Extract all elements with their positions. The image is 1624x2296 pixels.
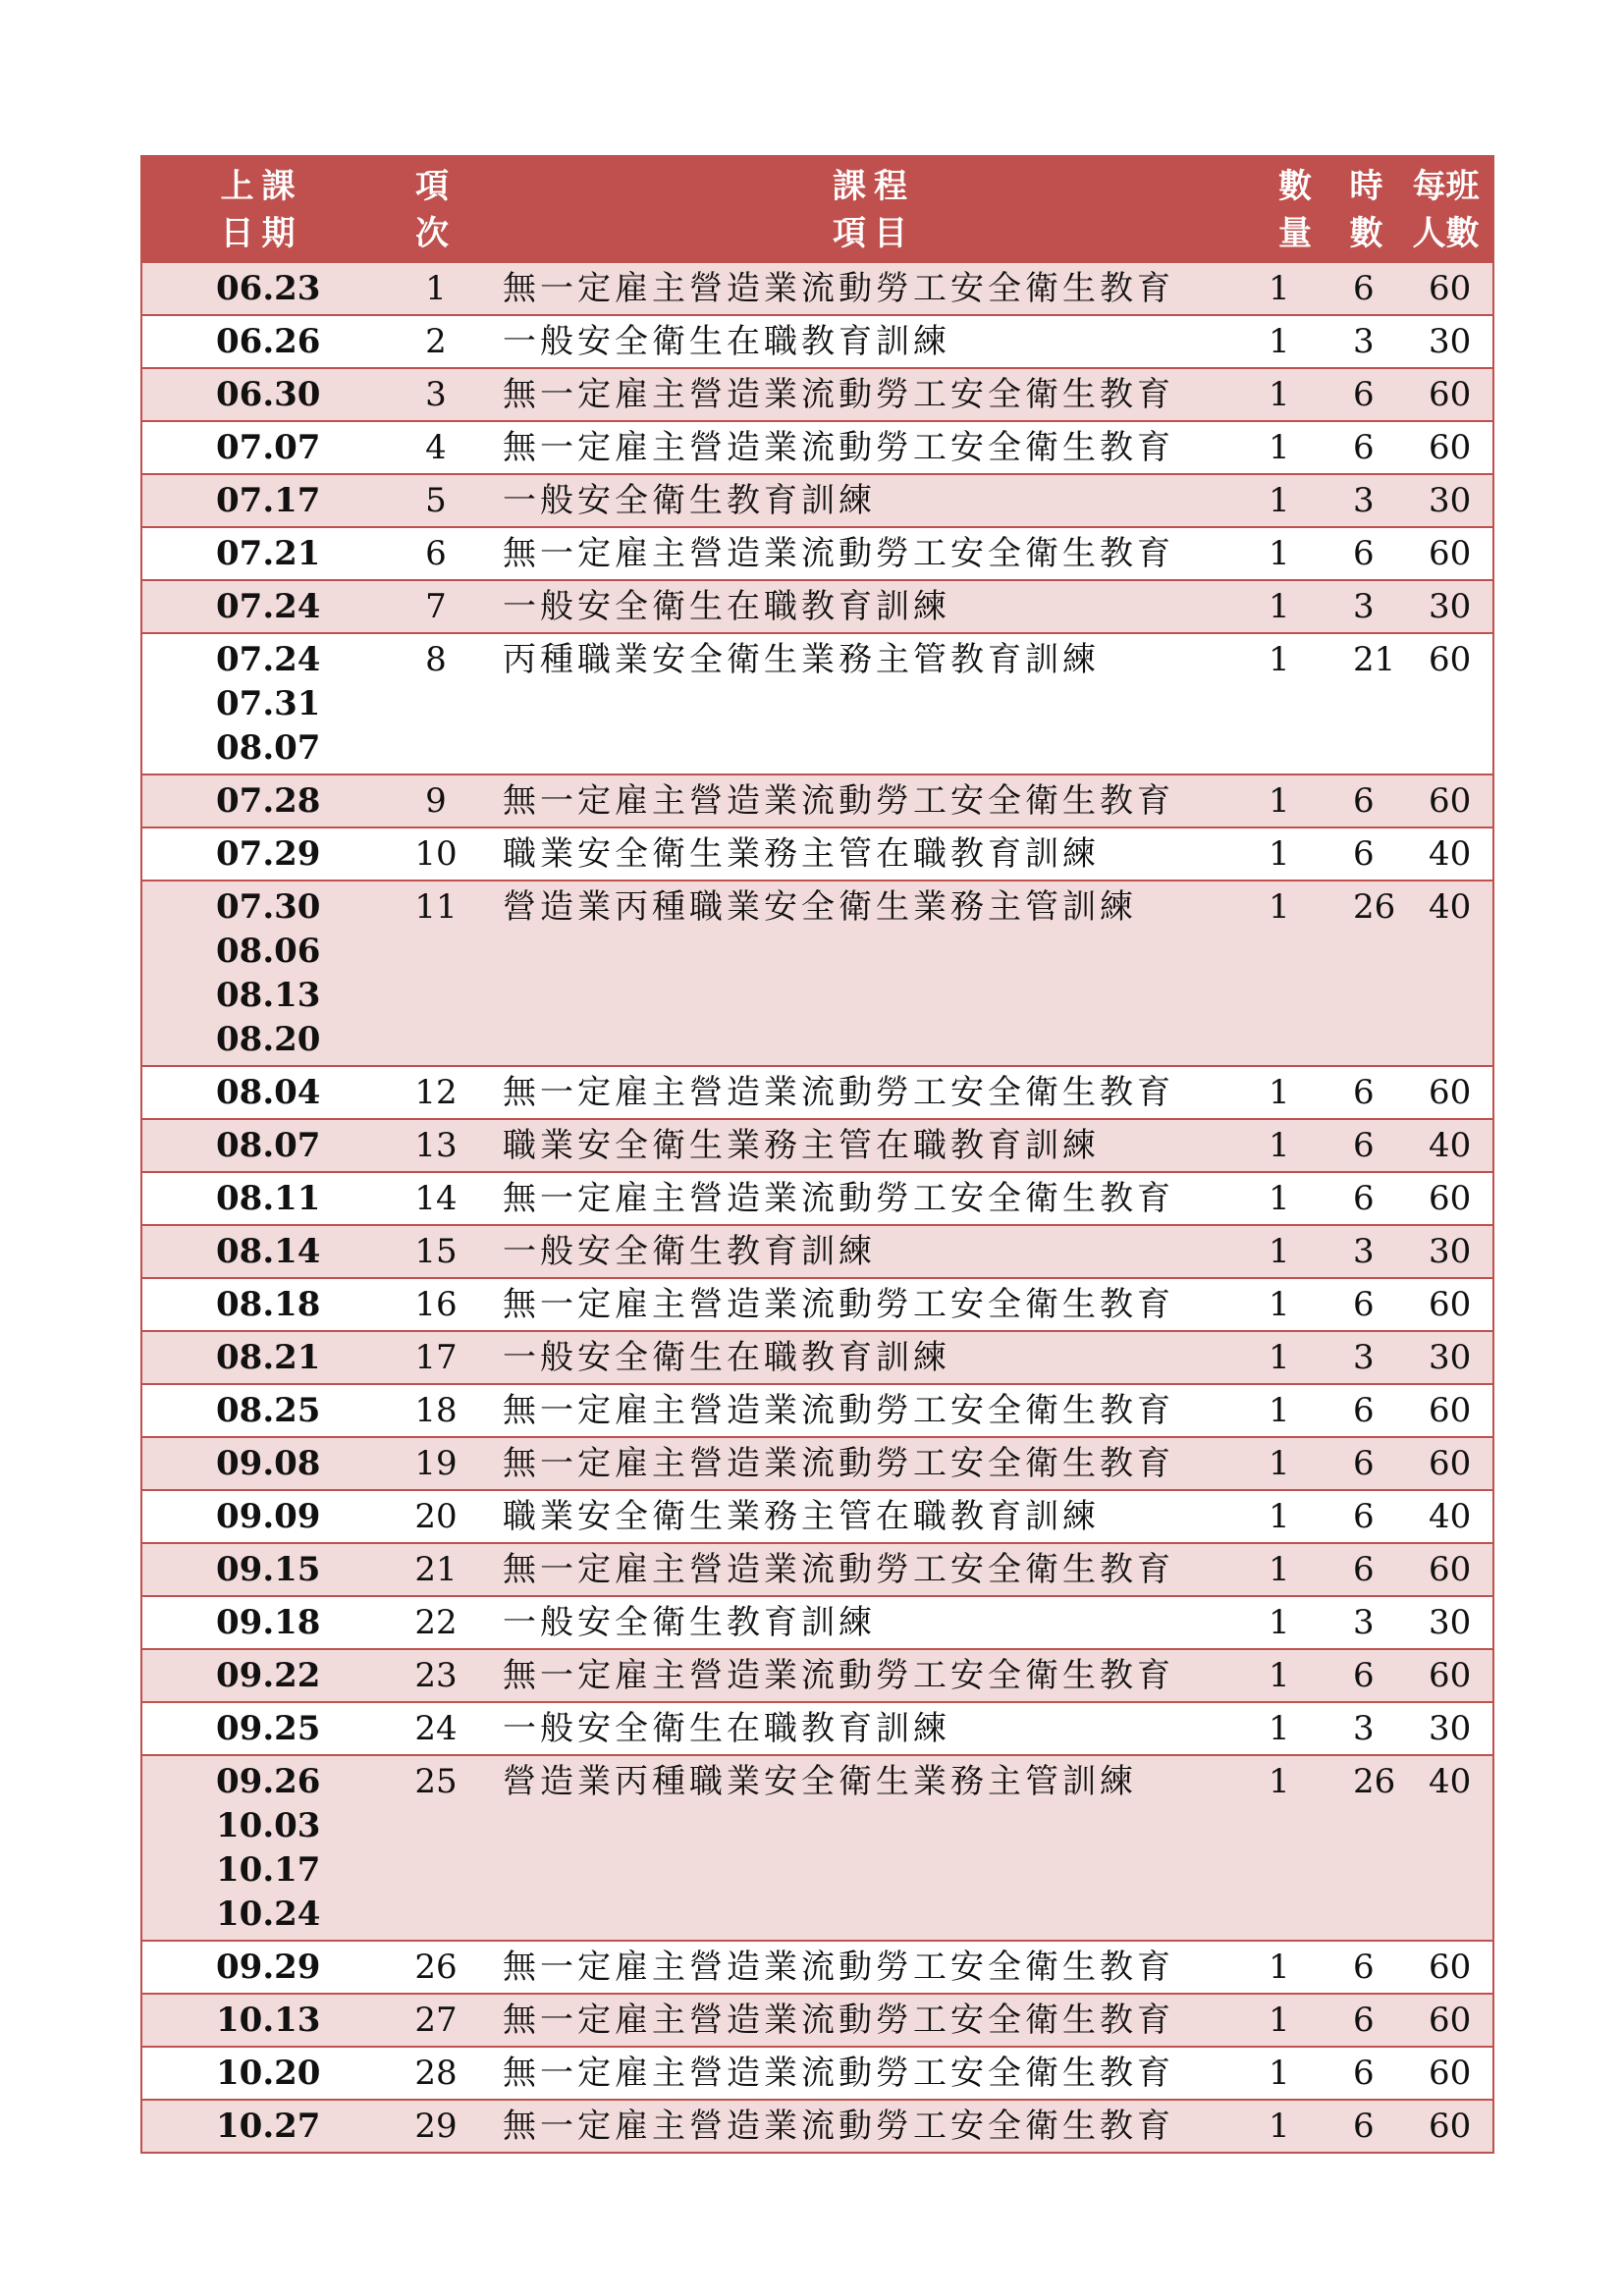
table-row: [141, 1437, 1493, 1490]
cell-item-number: 17: [381, 1331, 491, 1384]
cell-quantity: 1: [1257, 1172, 1333, 1225]
cell-date: [141, 1225, 381, 1278]
table-row: [141, 1066, 1493, 1119]
cell-hours: 6: [1333, 1649, 1399, 1702]
cell-item-number: 10: [381, 828, 491, 881]
date-value: 08.13: [216, 976, 321, 1015]
cell-quantity: 1: [1257, 1066, 1333, 1119]
table-row: [141, 828, 1493, 881]
cell-item-number: 25: [381, 1755, 491, 1941]
date-value: 07.17: [216, 481, 321, 520]
table-row: [141, 1994, 1493, 2047]
cell-hours: 3: [1333, 1702, 1399, 1755]
cell-quantity: 1: [1257, 580, 1333, 633]
cell-course-name: 職業安全衛生業務主管在職教育訓練: [491, 828, 1257, 881]
cell-course-name: 無一定雇主營造業流動勞工安全衛生教育: [491, 1066, 1257, 1119]
date-value: 09.25: [216, 1709, 321, 1748]
date-value: 08.20: [216, 1020, 321, 1059]
cell-item-number: 22: [381, 1596, 491, 1649]
header-qty: [1257, 156, 1333, 262]
table-row: [141, 881, 1493, 1066]
cell-date: [141, 881, 381, 1066]
cell-class-size: 60: [1399, 421, 1493, 474]
cell-quantity: 1: [1257, 474, 1333, 527]
cell-course-name: 一般安全衛生教育訓練: [491, 1596, 1257, 1649]
cell-hours: 6: [1333, 368, 1399, 421]
cell-item-number: 4: [381, 421, 491, 474]
date-value: 07.07: [216, 428, 321, 467]
date-value: 10.27: [216, 2107, 321, 2146]
cell-hours: 3: [1333, 1331, 1399, 1384]
cell-quantity: 1: [1257, 1384, 1333, 1437]
cell-hours: 6: [1333, 1994, 1399, 2047]
cell-class-size: 60: [1399, 1649, 1493, 1702]
header-course-line-1: 課程: [833, 167, 915, 206]
cell-item-number: 8: [381, 633, 491, 774]
date-value: 07.29: [216, 834, 321, 874]
date-value: 07.24: [216, 640, 321, 679]
date-value: 06.23: [216, 269, 321, 308]
header-row: [141, 156, 1493, 262]
cell-class-size: 30: [1399, 1702, 1493, 1755]
cell-hours: 6: [1333, 527, 1399, 580]
table-row: [141, 2100, 1493, 2153]
cell-date: [141, 421, 381, 474]
cell-date: [141, 474, 381, 527]
cell-quantity: 1: [1257, 881, 1333, 1066]
table-row: [141, 1331, 1493, 1384]
cell-date: [141, 1119, 381, 1172]
date-value: 09.18: [216, 1603, 321, 1642]
cell-date: [141, 1543, 381, 1596]
date-value: 06.26: [216, 322, 321, 361]
cell-hours: 26: [1333, 1755, 1399, 1941]
date-value: 08.06: [216, 932, 321, 971]
date-value: 09.15: [216, 1550, 321, 1589]
header-class-size: [1399, 156, 1493, 262]
table-row: [141, 1543, 1493, 1596]
cell-quantity: 1: [1257, 1543, 1333, 1596]
date-value: 08.07: [216, 1126, 321, 1165]
cell-course-name: 職業安全衛生業務主管在職教育訓練: [491, 1490, 1257, 1543]
cell-hours: 6: [1333, 2047, 1399, 2100]
cell-course-name: 無一定雇主營造業流動勞工安全衛生教育: [491, 421, 1257, 474]
cell-item-number: 24: [381, 1702, 491, 1755]
date-value: 09.09: [216, 1497, 321, 1536]
date-value: 09.26: [216, 1762, 321, 1801]
cell-quantity: 1: [1257, 1755, 1333, 1941]
cell-hours: 6: [1333, 1119, 1399, 1172]
cell-date: [141, 1702, 381, 1755]
cell-class-size: 60: [1399, 368, 1493, 421]
header-no-line-2: 次: [415, 214, 457, 253]
date-value: 10.20: [216, 2054, 321, 2093]
table-row: [141, 315, 1493, 368]
cell-date: [141, 1172, 381, 1225]
cell-course-name: 無一定雇主營造業流動勞工安全衛生教育: [491, 527, 1257, 580]
table-row: [141, 1702, 1493, 1755]
cell-date: [141, 633, 381, 774]
cell-date: [141, 1437, 381, 1490]
cell-item-number: 26: [381, 1941, 491, 1994]
cell-course-name: 無一定雇主營造業流動勞工安全衛生教育: [491, 2100, 1257, 2153]
cell-course-name: 無一定雇主營造業流動勞工安全衛生教育: [491, 1994, 1257, 2047]
cell-course-name: 營造業丙種職業安全衛生業務主管訓練: [491, 1755, 1257, 1941]
date-value: 06.30: [216, 375, 321, 414]
date-value: 10.03: [216, 1806, 321, 1845]
cell-date: [141, 2100, 381, 2153]
cell-item-number: 16: [381, 1278, 491, 1331]
cell-class-size: 40: [1399, 1755, 1493, 1941]
cell-course-name: 無一定雇主營造業流動勞工安全衛生教育: [491, 1172, 1257, 1225]
cell-hours: 6: [1333, 262, 1399, 315]
cell-hours: 6: [1333, 1278, 1399, 1331]
cell-date: [141, 527, 381, 580]
cell-class-size: 40: [1399, 1490, 1493, 1543]
cell-class-size: 60: [1399, 1941, 1493, 1994]
table-row: [141, 368, 1493, 421]
date-value: 07.24: [216, 587, 321, 626]
cell-hours: 21: [1333, 633, 1399, 774]
header-no: [381, 156, 491, 262]
cell-item-number: 2: [381, 315, 491, 368]
cell-item-number: 6: [381, 527, 491, 580]
cell-course-name: 無一定雇主營造業流動勞工安全衛生教育: [491, 1384, 1257, 1437]
table-row: [141, 774, 1493, 828]
header-course-line-2: 項目: [833, 214, 915, 253]
cell-item-number: 23: [381, 1649, 491, 1702]
cell-quantity: 1: [1257, 774, 1333, 828]
cell-course-name: 無一定雇主營造業流動勞工安全衛生教育: [491, 1437, 1257, 1490]
cell-item-number: 21: [381, 1543, 491, 1596]
cell-hours: 3: [1333, 315, 1399, 368]
date-value: 09.08: [216, 1444, 321, 1483]
cell-quantity: 1: [1257, 368, 1333, 421]
cell-class-size: 60: [1399, 1994, 1493, 2047]
cell-date: [141, 774, 381, 828]
cell-quantity: 1: [1257, 1649, 1333, 1702]
cell-hours: 6: [1333, 421, 1399, 474]
cell-item-number: 27: [381, 1994, 491, 2047]
cell-date: [141, 315, 381, 368]
date-value: 08.21: [216, 1338, 321, 1377]
cell-quantity: 1: [1257, 1596, 1333, 1649]
cell-date: [141, 1596, 381, 1649]
cell-quantity: 1: [1257, 828, 1333, 881]
cell-course-name: 無一定雇主營造業流動勞工安全衛生教育: [491, 1543, 1257, 1596]
cell-course-name: 無一定雇主營造業流動勞工安全衛生教育: [491, 774, 1257, 828]
cell-item-number: 28: [381, 2047, 491, 2100]
date-value: 10.13: [216, 2001, 321, 2040]
table-row: [141, 527, 1493, 580]
cell-class-size: 60: [1399, 2100, 1493, 2153]
cell-hours: 3: [1333, 1596, 1399, 1649]
cell-quantity: 1: [1257, 315, 1333, 368]
header-course: [491, 156, 1257, 262]
cell-hours: 6: [1333, 1543, 1399, 1596]
table-row: [141, 262, 1493, 315]
cell-quantity: 1: [1257, 1437, 1333, 1490]
cell-item-number: 11: [381, 881, 491, 1066]
cell-class-size: 40: [1399, 1119, 1493, 1172]
date-value: 07.31: [216, 684, 321, 723]
cell-course-name: 無一定雇主營造業流動勞工安全衛生教育: [491, 1278, 1257, 1331]
header-size-line-2: 人數: [1412, 214, 1480, 253]
cell-course-name: 一般安全衛生在職教育訓練: [491, 1702, 1257, 1755]
cell-date: [141, 1331, 381, 1384]
cell-date: [141, 1066, 381, 1119]
cell-date: [141, 1384, 381, 1437]
cell-course-name: 一般安全衛生教育訓練: [491, 1225, 1257, 1278]
date-value: 08.07: [216, 728, 321, 768]
table-row: [141, 580, 1493, 633]
date-value: 08.04: [216, 1073, 321, 1112]
cell-class-size: 60: [1399, 1278, 1493, 1331]
cell-hours: 6: [1333, 1941, 1399, 1994]
cell-date: [141, 2047, 381, 2100]
cell-quantity: 1: [1257, 421, 1333, 474]
cell-class-size: 60: [1399, 633, 1493, 774]
cell-course-name: 無一定雇主營造業流動勞工安全衛生教育: [491, 262, 1257, 315]
table-row: [141, 1755, 1493, 1941]
cell-course-name: 一般安全衛生在職教育訓練: [491, 1331, 1257, 1384]
cell-class-size: 30: [1399, 1225, 1493, 1278]
cell-class-size: 40: [1399, 881, 1493, 1066]
header-date-line-1: 上課: [220, 167, 303, 206]
cell-course-name: 無一定雇主營造業流動勞工安全衛生教育: [491, 1649, 1257, 1702]
header-hours-line-2: 數: [1349, 214, 1383, 253]
cell-course-name: 一般安全衛生在職教育訓練: [491, 315, 1257, 368]
cell-date: [141, 580, 381, 633]
cell-hours: 3: [1333, 1225, 1399, 1278]
cell-hours: 6: [1333, 828, 1399, 881]
cell-hours: 6: [1333, 1172, 1399, 1225]
cell-quantity: 1: [1257, 1702, 1333, 1755]
cell-item-number: 1: [381, 262, 491, 315]
cell-item-number: 19: [381, 1437, 491, 1490]
cell-hours: 6: [1333, 1490, 1399, 1543]
cell-course-name: 一般安全衛生教育訓練: [491, 474, 1257, 527]
cell-item-number: 18: [381, 1384, 491, 1437]
date-value: 09.29: [216, 1948, 321, 1987]
cell-item-number: 14: [381, 1172, 491, 1225]
cell-quantity: 1: [1257, 1490, 1333, 1543]
cell-class-size: 30: [1399, 580, 1493, 633]
date-value: 07.21: [216, 534, 321, 573]
header-hours-line-1: 時: [1349, 167, 1383, 206]
cell-date: [141, 1755, 381, 1941]
cell-course-name: 無一定雇主營造業流動勞工安全衛生教育: [491, 368, 1257, 421]
table-row: [141, 421, 1493, 474]
date-value: 09.22: [216, 1656, 321, 1695]
date-value: 10.24: [216, 1895, 321, 1934]
header-qty-line-1: 數: [1278, 167, 1312, 206]
cell-quantity: 1: [1257, 2100, 1333, 2153]
table-row: [141, 1278, 1493, 1331]
cell-item-number: 29: [381, 2100, 491, 2153]
cell-date: [141, 1941, 381, 1994]
header-size-line-1: 每班: [1412, 167, 1480, 206]
cell-date: [141, 1278, 381, 1331]
header-date-line-2: 日期: [220, 214, 303, 253]
cell-class-size: 60: [1399, 1384, 1493, 1437]
cell-class-size: 60: [1399, 1437, 1493, 1490]
cell-date: [141, 1649, 381, 1702]
table-row: [141, 1384, 1493, 1437]
cell-quantity: 1: [1257, 262, 1333, 315]
table-row: [141, 1225, 1493, 1278]
table-row: [141, 1596, 1493, 1649]
cell-hours: 6: [1333, 2100, 1399, 2153]
cell-course-name: 丙種職業安全衛生業務主管教育訓練: [491, 633, 1257, 774]
cell-class-size: 30: [1399, 315, 1493, 368]
cell-class-size: 60: [1399, 1172, 1493, 1225]
cell-item-number: 20: [381, 1490, 491, 1543]
cell-item-number: 5: [381, 474, 491, 527]
cell-class-size: 60: [1399, 527, 1493, 580]
cell-class-size: 60: [1399, 2047, 1493, 2100]
table-row: [141, 1649, 1493, 1702]
cell-date: [141, 368, 381, 421]
cell-class-size: 40: [1399, 828, 1493, 881]
table-row: [141, 633, 1493, 774]
cell-class-size: 60: [1399, 1066, 1493, 1119]
table-header: [141, 156, 1493, 262]
cell-class-size: 30: [1399, 474, 1493, 527]
table-row: [141, 1172, 1493, 1225]
cell-course-name: 無一定雇主營造業流動勞工安全衛生教育: [491, 1941, 1257, 1994]
cell-date: [141, 828, 381, 881]
cell-item-number: 7: [381, 580, 491, 633]
cell-course-name: 無一定雇主營造業流動勞工安全衛生教育: [491, 2047, 1257, 2100]
cell-quantity: 1: [1257, 1994, 1333, 2047]
cell-quantity: 1: [1257, 2047, 1333, 2100]
table-row: [141, 1490, 1493, 1543]
date-value: 07.28: [216, 781, 321, 821]
cell-course-name: 職業安全衛生業務主管在職教育訓練: [491, 1119, 1257, 1172]
cell-item-number: 3: [381, 368, 491, 421]
cell-date: [141, 1490, 381, 1543]
date-value: 07.30: [216, 887, 321, 927]
date-value: 08.14: [216, 1232, 321, 1271]
date-value: 08.25: [216, 1391, 321, 1430]
cell-hours: 26: [1333, 881, 1399, 1066]
cell-date: [141, 1994, 381, 2047]
date-value: 08.18: [216, 1285, 321, 1324]
cell-class-size: 60: [1399, 774, 1493, 828]
cell-item-number: 9: [381, 774, 491, 828]
cell-quantity: 1: [1257, 1941, 1333, 1994]
table-row: [141, 1941, 1493, 1994]
header-no-line-1: 項: [415, 167, 457, 206]
cell-hours: 3: [1333, 474, 1399, 527]
cell-quantity: 1: [1257, 633, 1333, 774]
cell-hours: 6: [1333, 1066, 1399, 1119]
cell-quantity: 1: [1257, 527, 1333, 580]
cell-hours: 6: [1333, 774, 1399, 828]
table-body: [141, 262, 1493, 2153]
course-schedule-table: [140, 155, 1494, 2154]
cell-item-number: 13: [381, 1119, 491, 1172]
cell-course-name: 一般安全衛生在職教育訓練: [491, 580, 1257, 633]
header-qty-line-2: 量: [1278, 214, 1312, 253]
cell-quantity: 1: [1257, 1119, 1333, 1172]
cell-class-size: 60: [1399, 1543, 1493, 1596]
table-row: [141, 2047, 1493, 2100]
table-row: [141, 474, 1493, 527]
cell-date: [141, 262, 381, 315]
cell-quantity: 1: [1257, 1225, 1333, 1278]
header-date: [141, 156, 381, 262]
date-value: 10.17: [216, 1850, 321, 1890]
table-row: [141, 1119, 1493, 1172]
cell-class-size: 60: [1399, 262, 1493, 315]
cell-hours: 3: [1333, 580, 1399, 633]
date-value: 08.11: [216, 1179, 321, 1218]
cell-course-name: 營造業丙種職業安全衛生業務主管訓練: [491, 881, 1257, 1066]
cell-hours: 6: [1333, 1384, 1399, 1437]
cell-class-size: 30: [1399, 1331, 1493, 1384]
cell-hours: 6: [1333, 1437, 1399, 1490]
cell-class-size: 30: [1399, 1596, 1493, 1649]
cell-item-number: 15: [381, 1225, 491, 1278]
cell-item-number: 12: [381, 1066, 491, 1119]
cell-quantity: 1: [1257, 1278, 1333, 1331]
header-hours: [1333, 156, 1399, 262]
cell-quantity: 1: [1257, 1331, 1333, 1384]
